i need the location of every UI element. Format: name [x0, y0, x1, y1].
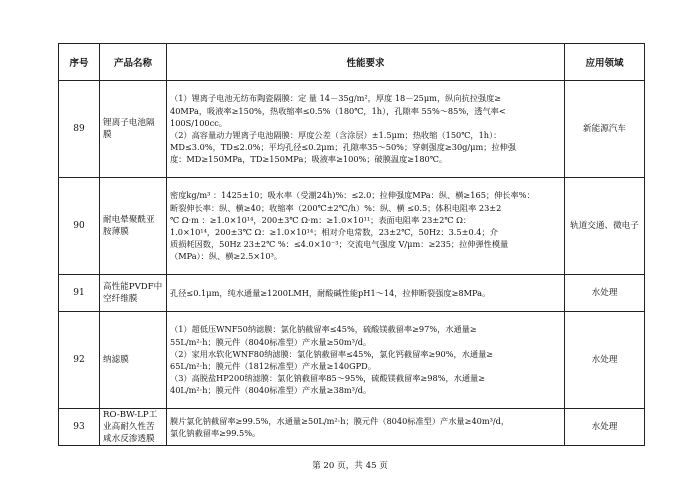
header-application: 应用领域 — [565, 44, 645, 81]
header-product-name: 产品名称 — [100, 44, 167, 81]
performance-requirements — [167, 178, 565, 275]
application-field: 轨道交通、微电子 — [565, 178, 645, 275]
performance-requirements — [167, 312, 565, 409]
application-field: 水处理 — [565, 275, 645, 312]
performance-line: （MPa）：纵、横≥2.5×10³。 — [170, 251, 283, 262]
performance-line: （2）高容量动力锂离子电池隔膜：厚度公差（含涂层）±1.5μm；热收缩（150℃，1h）： — [170, 130, 502, 140]
performance-line: 密度kg/m³ ：1425±10；吸水率（受潮24h)%：≤2.0；拉伸强度MPa：纵、横≥165；伸长率%： — [170, 190, 535, 201]
table-row — [59, 312, 645, 409]
application-field: 水处理 — [565, 409, 645, 446]
performance-line: 55L/m²·h；膜元件（8040标准型）产水量≥50m³/d。 — [170, 336, 372, 347]
table-row — [59, 275, 645, 312]
row-number: 93 — [59, 409, 100, 446]
performance-line: 孔径≤0.1μm，纯水通量≥1200LMH，耐酸碱性能pH1～14，拉伸断裂强度≥8MPa。 — [170, 287, 491, 298]
header-number: 序号 — [59, 44, 100, 81]
table-row — [59, 409, 645, 446]
row-number: 91 — [59, 275, 100, 312]
table-row — [59, 81, 645, 178]
performance-line: 40L/m²·h；膜元件（8040标准型）产水量≥38m³/d。 — [170, 385, 372, 396]
page-footer: 第 20 页，共 45 页 — [312, 461, 388, 471]
performance-line: （1）超低压WNF50纳滤膜：氯化钠截留率≤45%，硫酸镁截留率≥97%，水通量≥ — [170, 324, 477, 335]
performance-requirements — [167, 275, 565, 312]
performance-line: 膜片氯化钠截留率≥99.5%，水通量≥50L/m²·h；膜元件（8040标准型）产水量≥40m³/d， — [170, 415, 510, 426]
performance-line: 100S/100cc。 — [170, 117, 227, 128]
performance-line: （3）高脱盐HP200纳滤膜：氯化钠截留率85～95%，硫酸镁截留率≥98%，水通量≥ — [170, 373, 486, 384]
performance-line: 断裂伸长率：纵、横≥40；收缩率（200℃±2℃/h）%：纵、横 ≤0.5；体积电阻率 23±2 — [170, 202, 502, 213]
performance-line: ℃ Ω·m ：≥1.0×10¹⁴，200±3℃ Ω·m：≥1.0×10¹¹；表面电阻率 23±2℃ Ω： — [170, 214, 472, 225]
performance-line: 度：MD≥150MPa，TD≥150MPa；吸液率≥100%；破膜温度≥180℃。 — [170, 154, 448, 165]
product-name: 耐电晕聚酰亚胺薄膜 — [100, 178, 167, 275]
application-field: 水处理 — [565, 312, 645, 409]
performance-line: 1.0×10¹⁴，200±3℃ Ω：≥1.0×10¹⁴；相对介电常数，23±2℃，50Hz：3.5±0.4；介 — [170, 227, 498, 237]
performance-line: （1）锂离子电池无纺布陶瓷隔膜：定 量 14－35g/m²，厚度 18－25μm，纵向抗拉强度≥ — [170, 93, 502, 104]
performance-line: 质损耗因数，50Hz 23±2℃ %：≤4.0×10⁻³；交流电气强度 V/μm：≥235；拉伸弹性模量 — [170, 239, 509, 250]
performance-requirements — [167, 409, 565, 446]
performance-line: MD≤3.0%，TD≤2.0%；平均孔径≤0.2μm；孔隙率35～50%；穿刺强度≥30g/μm；拉伸强 — [170, 142, 516, 153]
performance-line: 40MPa，吸液率≥150%，热收缩率≤0.5%（180℃，1h），孔隙率 55%～85%，透气率< — [170, 105, 506, 116]
product-name: 锂离子电池隔膜 — [100, 81, 167, 178]
performance-requirements — [167, 81, 565, 178]
performance-line: （2）家用水软化WNF80纳滤膜：氯化钠截留率≤45%，氯化钙截留率≥90%，水通量≥ — [170, 348, 494, 359]
header-performance: 性能要求 — [167, 44, 565, 81]
product-name: 高性能PVDF中空纤维膜 — [100, 275, 167, 312]
product-name: 纳滤膜 — [100, 312, 167, 409]
performance-line: 65L/m²·h；膜元件（1812标准型）产水量≥140GPD。 — [170, 361, 376, 371]
table-row — [59, 178, 645, 275]
application-field: 新能源汽车 — [565, 81, 645, 178]
row-number: 89 — [59, 81, 100, 178]
row-number: 92 — [59, 312, 100, 409]
performance-line: 氯化钠截留率≥99.5%。 — [170, 428, 261, 438]
row-number: 90 — [59, 178, 100, 275]
table-header-row — [59, 44, 645, 81]
product-name: RO-BW-LP工业高耐久性苦咸水反渗透膜 — [100, 409, 167, 446]
product-spec-table — [58, 43, 645, 446]
